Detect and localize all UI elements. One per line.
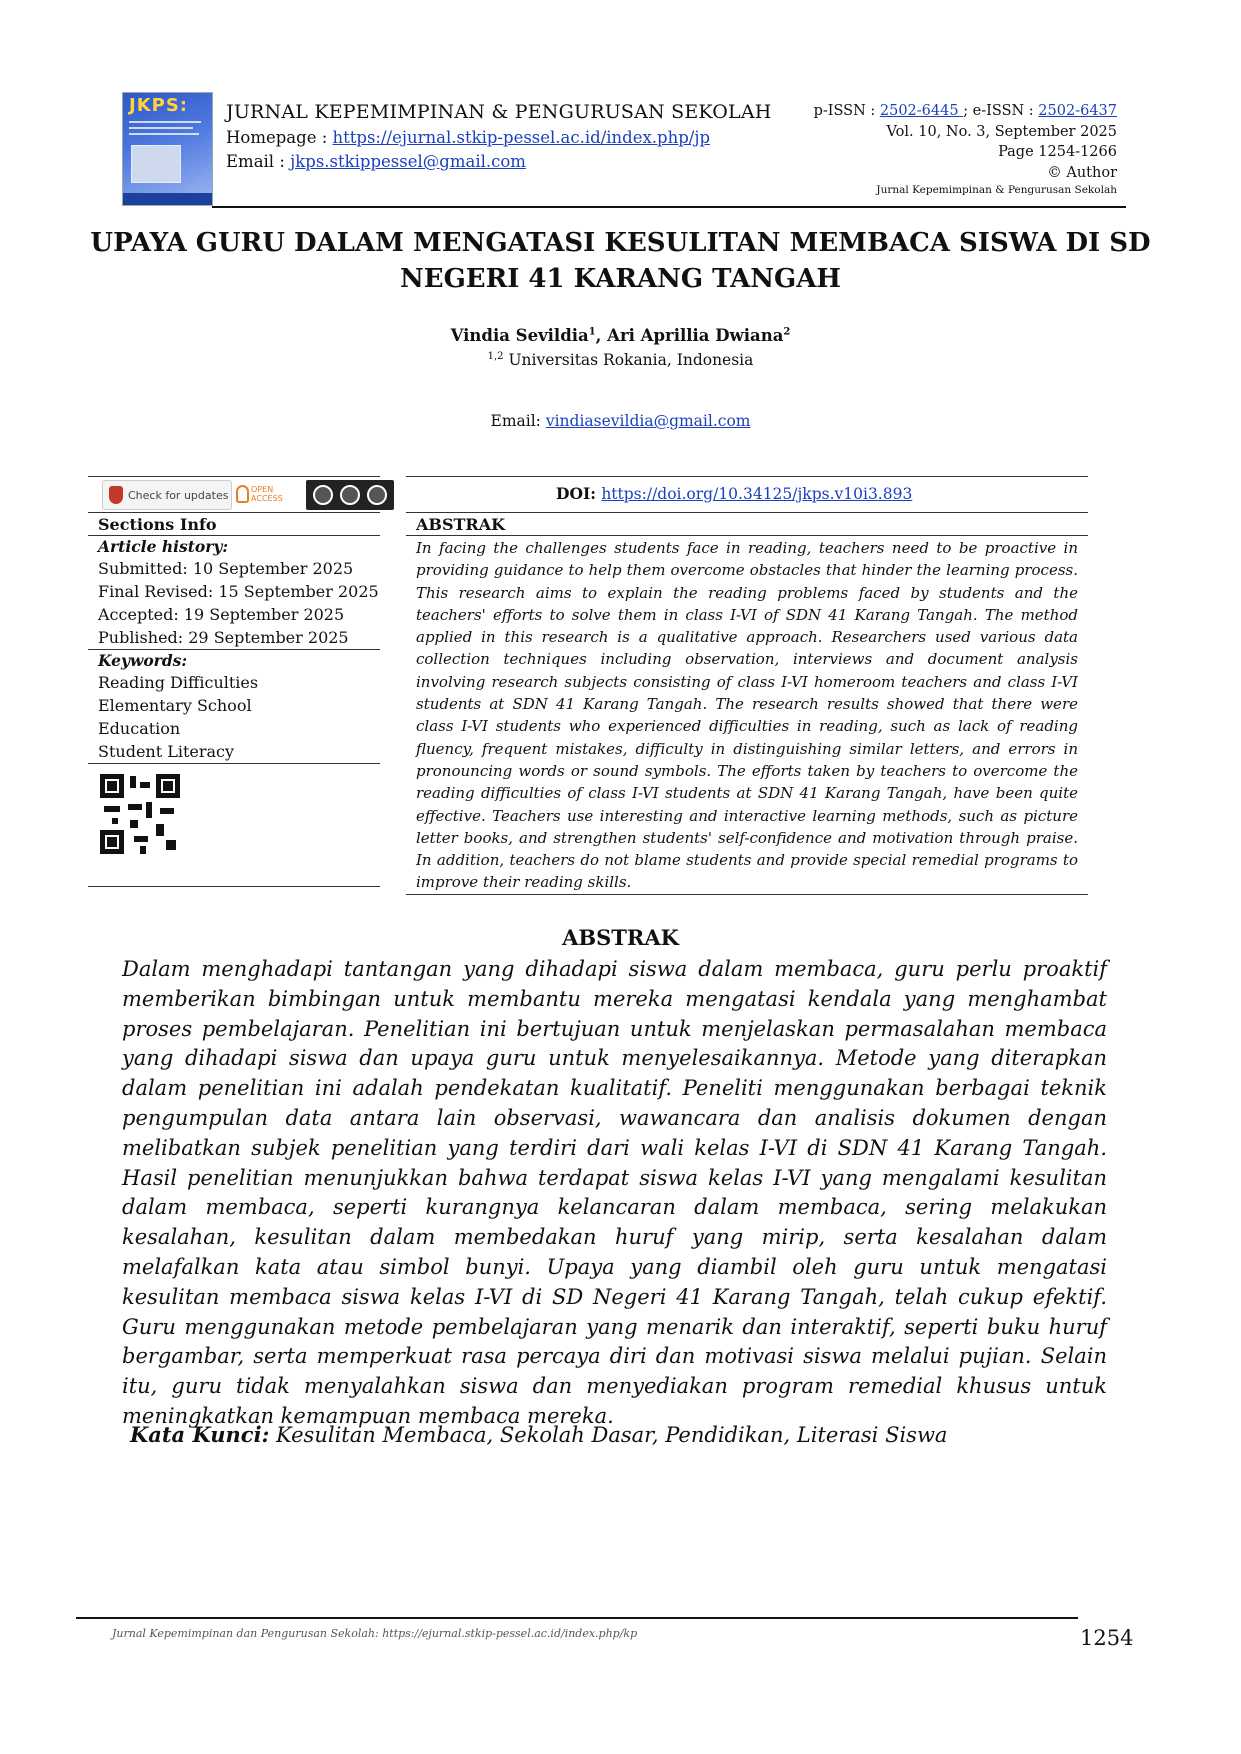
qr-code[interactable] [100, 774, 180, 854]
kata-kunci-label: Kata Kunci: [130, 1422, 270, 1447]
cover-decoration [129, 121, 201, 123]
article-history-label: Article history: [98, 537, 229, 556]
keywords-label: Keywords: [98, 651, 188, 670]
eissn-link[interactable]: 2502-6437 [1038, 103, 1117, 119]
cover-decoration [129, 127, 193, 129]
header-divider [212, 206, 1126, 208]
journal-cover-image [122, 92, 213, 206]
box-top-rule [406, 476, 1088, 477]
crossmark-icon [109, 486, 123, 504]
qr-module [104, 806, 120, 812]
doi-link[interactable]: https://doi.org/10.34125/jkps.v10i3.893 [601, 485, 913, 503]
sa-icon [367, 485, 387, 505]
cover-photo [131, 145, 181, 183]
cover-footer-band [123, 193, 212, 205]
doi-label: DOI: [556, 484, 602, 503]
qr-module [130, 820, 138, 828]
doi-line [556, 484, 912, 503]
article-title: UPAYA GURU DALAM MENGATASI KESULITAN MEMBACA SISWA DI SD NEGERI 41 KARANG TANGAH [90, 228, 1151, 294]
cc-by-sa-license-badge[interactable] [306, 480, 394, 510]
keywords-block [88, 649, 380, 763]
keyword-item: Education [98, 719, 181, 738]
qr-module [134, 836, 148, 842]
qr-module [128, 804, 142, 810]
author-affiliation-index: 2 [783, 326, 791, 338]
qr-module [140, 782, 150, 788]
pissn-label: p-ISSN : [813, 103, 880, 119]
journal-email-link[interactable]: jkps.stkippessel@gmail.com [290, 152, 526, 171]
eissn-label: ; e-ISSN : [963, 103, 1039, 119]
footer-journal-line: Jurnal Kepemimpinan dan Pengurusan Sekolah: https://ejurnal.stkip-pessel.ac.id/index.php/kp [112, 1627, 638, 1640]
qr-finder-center [107, 781, 117, 791]
indonesian-abstract-heading: ABSTRAK [562, 925, 679, 950]
affiliation [0, 351, 1241, 369]
qr-block [88, 763, 380, 887]
journal-email [226, 152, 526, 171]
issn-line [814, 101, 1117, 122]
author-name: Ari Aprillia Dwiana [607, 326, 784, 345]
homepage-link[interactable]: https://ejurnal.stkip-pessel.ac.id/index.php/jp [332, 128, 711, 147]
homepage-label: Homepage : [226, 128, 333, 147]
qr-finder-center [163, 781, 173, 791]
sections-info-column [88, 512, 380, 887]
author-name: Vindia Sevildia [450, 326, 589, 345]
publication-meta [814, 101, 1117, 197]
open-access-badge [236, 480, 302, 508]
kata-kunci-values: Kesulitan Membaca, Sekolah Dasar, Pendidikan, Literasi Siswa [269, 1423, 948, 1447]
qr-module [146, 802, 152, 818]
history-accepted: Accepted: 19 September 2025 [98, 605, 345, 624]
box-top-rule [88, 476, 380, 477]
qr-module [140, 846, 146, 854]
qr-finder-center [107, 837, 117, 847]
journal-homepage [226, 128, 710, 147]
by-icon [340, 485, 360, 505]
history-submitted: Submitted: 10 September 2025 [98, 559, 354, 578]
keyword-item: Student Literacy [98, 742, 235, 761]
indonesian-abstract-text: Dalam menghadapi tantangan yang dihadapi siswa dalam membaca, guru perlu proaktif memberikan bimbingan untuk membantu mereka mengatasi kendala yang menghambat proses pembelajaran. Penelitian ini bertujuan untuk menjelaskan permasalahan membaca yang dihadapi siswa dan upaya guru untuk menyelesaikannya. Metode yang diterapkan dalam penelitian ini adalah pendekatan kualitatif. Peneliti menggunakan berbagai teknik pengumpulan data antara lain observasi, wawancara dan analisis dokumen dengan melibatkan subjek penelitian yang terdiri dari wali kelas I-VI di SDN 41 Karang Tangah. Hasil penelitian menunjukkan bahwa terdapat siswa kelas I-VI yang mengalami kesulitan dalam membaca, seperti kurangnya kelancaran dalam membaca, sering melakukan kesalahan, kesulitan dalam membedakan huruf yang mirip, serta kesalahan dalam melafalkan kata atau simbol bunyi. Upaya yang diambil oleh guru untuk mengatasi kesulitan membaca siswa kelas I-VI di SD Negeri 41 Karang Tangah, telah cukup efektif. Guru menggunakan metode pembelajaran yang menarik dan interaktif, seperti buku huruf bergambar, serta memperkuat rasa percaya diri dan motivasi siswa melalui pujian. Selain itu, guru tidak menyalahkan siswa dan menyediakan program remedial khusus untuk meningkatkan kemampuan membaca mereka. [122, 957, 1107, 1428]
check-updates-label: Check for updates [128, 488, 229, 502]
kata-kunci-line [130, 1422, 947, 1447]
keyword-item: Elementary School [98, 696, 252, 715]
open-lock-icon [236, 485, 249, 503]
email-label: Email : [226, 152, 291, 171]
author-affiliation-index: 1 [588, 326, 596, 338]
author-email-link[interactable]: vindiasevildia@gmail.com [545, 412, 751, 430]
check-for-updates-badge[interactable] [102, 480, 232, 510]
english-abstract-heading: ABSTRAK [406, 512, 1088, 535]
affiliation-text: Universitas Rokania, Indonesia [503, 351, 754, 370]
cc-icon [313, 485, 333, 505]
qr-module [130, 776, 136, 788]
author-list [0, 326, 1241, 345]
cover-decoration [129, 133, 199, 135]
english-abstract-text: In facing the challenges students face in reading, teachers need to be proactive in providing guidance to help them overcome obstacles that hinder the learning process. This research aims to explain the reading problems faced by students and the teachers' efforts to solve them in class I-VI of SDN 41 Karang Tangah. The method applied in this research is a qualitative approach. Researchers used various data collection techniques including observation, interviews and document analysis involving research subjects consisting of class I-VI homeroom teachers and class I-VI students at SDN 41 Karang Tangah. The research results showed that there were class I-VI students who experienced difficulties in reading, such as lack of reading fluency, frequent mistakes, difficulty in distinguishing similar letters, and errors in pronouncing words or sound symbols. The efforts taken by teachers to overcome the reading difficulties of class I-VI students at SDN 41 Karang Tangah, have been quite effective. Teachers use interesting and interactive learning methods, such as picture letter books, and strengthen students' self-confidence and motivation through praise. In addition, teachers do not blame students and provide special remedial programs to improve their reading skills. [416, 539, 1078, 892]
publisher-name: Jurnal Kepemimpinan & Pengurusan Sekolah [876, 184, 1117, 196]
page-range: Page 1254-1266 [998, 144, 1117, 160]
english-abstract-body [406, 535, 1088, 895]
qr-module [112, 818, 118, 824]
pissn-link[interactable]: 2502-6445 [879, 103, 964, 119]
keyword-item: Reading Difficulties [98, 673, 259, 692]
corresponding-email [0, 412, 1241, 430]
article-history-block [88, 535, 380, 649]
cover-logo-text: JKPS: [129, 95, 188, 116]
affiliation-index: 1,2 [487, 351, 504, 362]
english-abstract-column [406, 512, 1088, 895]
open-access-label: OPEN ACCESS [251, 485, 283, 503]
email-label: Email: [490, 412, 546, 430]
history-published: Published: 29 September 2025 [98, 628, 349, 647]
author-separator: , [595, 326, 608, 345]
footer-divider [76, 1617, 1078, 1619]
qr-module [160, 808, 174, 814]
journal-name: JURNAL KEPEMIMPINAN & PENGURUSAN SEKOLAH [226, 101, 772, 123]
qr-module [166, 840, 176, 850]
qr-module [156, 824, 164, 836]
page-number: 1254 [1080, 1626, 1134, 1650]
history-revised: Final Revised: 15 September 2025 [98, 582, 379, 601]
copyright: © Author [1047, 164, 1117, 181]
sections-info-heading: Sections Info [88, 512, 380, 535]
volume-info: Vol. 10, No. 3, September 2025 [886, 123, 1117, 140]
